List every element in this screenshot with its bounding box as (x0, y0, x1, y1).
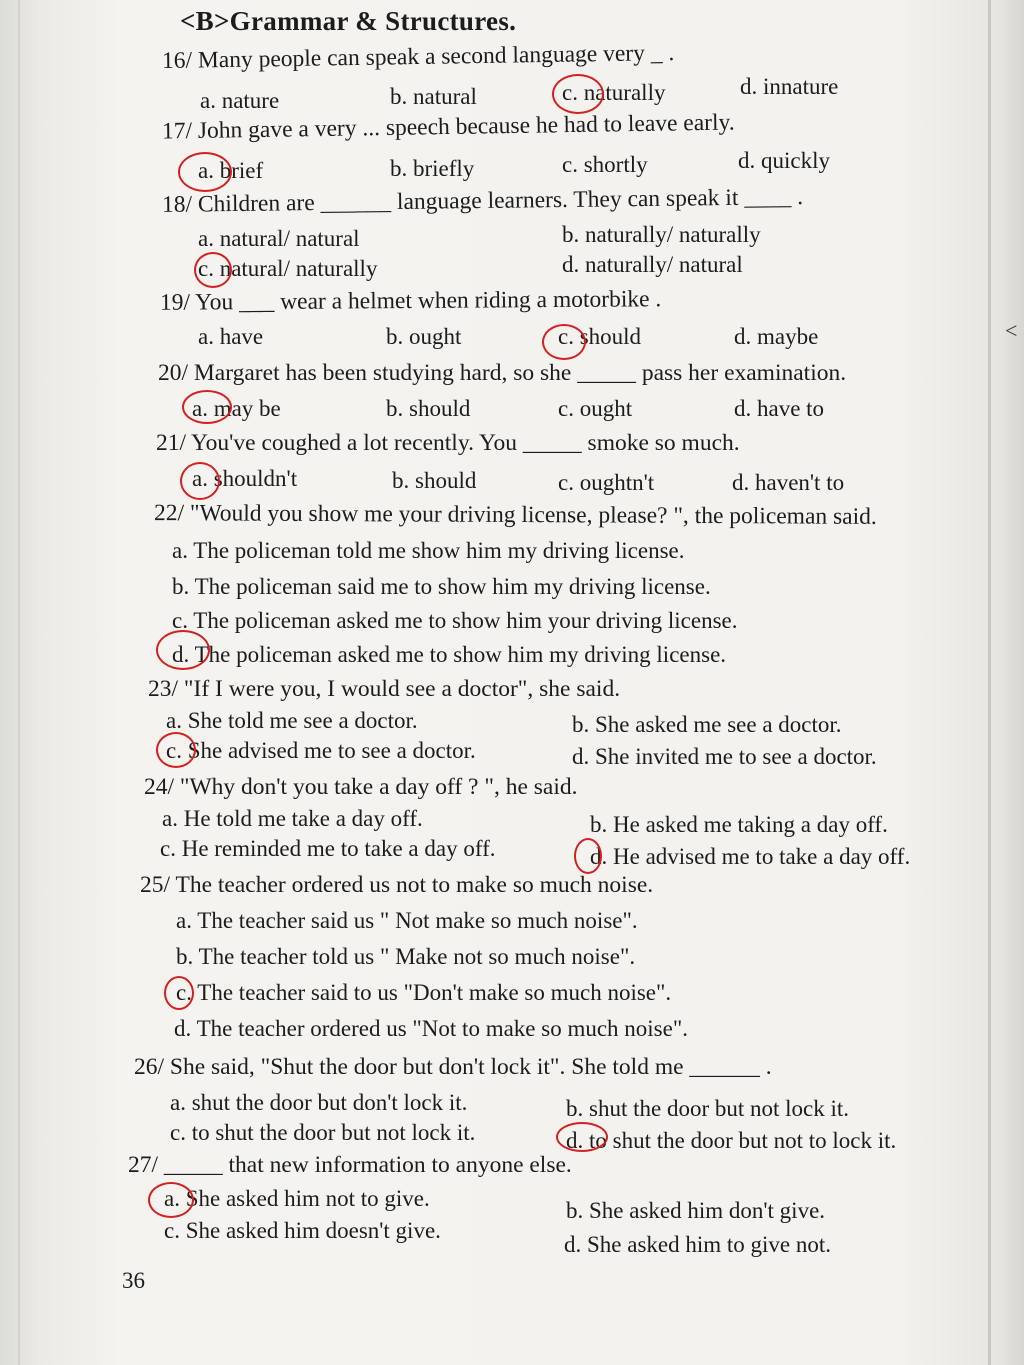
q19-option-b: b. ought (386, 324, 462, 349)
q25-option-a: a. The teacher said us " Not make so much noise". (176, 908, 638, 933)
q26-option-d: d. to shut the door but not to lock it. (566, 1128, 897, 1153)
section-heading: <B>Grammar & Structures. (180, 6, 517, 36)
q25-option-d: d. The teacher ordered us "Not to make so much noise". (174, 1016, 688, 1041)
answer-circle-17 (178, 152, 232, 192)
answer-circle-20 (182, 390, 232, 424)
q19-option-a: a. have (198, 324, 264, 349)
q22-option-a: a. The policeman told me show him my driving license. (172, 538, 685, 563)
question-16: 16/ Many people can speak a second language very _ . (161, 39, 675, 75)
q25-option-c: c. The teacher said to us "Don't make so much noise". (176, 980, 672, 1005)
question-21: 21/ You've coughed a lot recently. You _____ smoke so much. (156, 430, 740, 456)
q22-option-c: c. The policeman asked me to show him your driving license. (172, 608, 738, 633)
q27-option-a: a. She asked him not to give. (164, 1186, 430, 1211)
q24-option-d: d. He advised me to take a day off. (590, 844, 911, 869)
question-22: 22/ "Would you show me your driving license, please? ", the policeman said. (153, 500, 877, 530)
q22-option-b: b. The policeman said me to show him my driving license. (172, 574, 711, 599)
page-number: 36 (122, 1268, 145, 1293)
q24-option-a: a. He told me take a day off. (162, 806, 423, 831)
q17-option-c: c. shortly (562, 152, 648, 177)
q22-option-d: d. The policeman asked me to show him my driving license. (172, 642, 727, 667)
q18-option-a: a. natural/ natural (198, 226, 360, 251)
q27-option-b: b. She asked him don't give. (566, 1198, 826, 1223)
page-fold (18, 0, 20, 1365)
q23-option-a: a. She told me see a doctor. (166, 708, 418, 733)
q23-option-c: c. She advised me to see a doctor. (166, 738, 476, 763)
q24-option-c: c. He reminded me to take a day off. (160, 836, 496, 861)
answer-circle-23 (156, 732, 196, 768)
question-24: 24/ "Why don't you take a day off ? ", he said. (144, 774, 578, 800)
q19-option-d: d. maybe (734, 324, 819, 349)
q21-option-c: c. oughtn't (558, 470, 655, 495)
answer-circle-21 (180, 462, 220, 500)
q26-option-b: b. shut the door but not lock it. (566, 1096, 850, 1121)
q20-option-b: b. should (386, 396, 471, 421)
q16-option-a: a. nature (200, 88, 280, 113)
question-25: 25/ The teacher ordered us not to make so much noise. (140, 872, 654, 898)
question-20: 20/ Margaret has been studying hard, so she _____ pass her examination. (158, 360, 847, 386)
answer-circle-22 (156, 630, 210, 670)
question-27: 27/ _____ that new information to anyone else. (128, 1152, 572, 1178)
q23-option-b: b. She asked me see a doctor. (572, 712, 842, 737)
q17-option-b: b. briefly (390, 156, 475, 181)
q16-option-c: c. naturally (562, 80, 666, 105)
question-23: 23/ "If I were you, I would see a doctor", she said. (148, 676, 621, 702)
answer-circle-25 (164, 976, 194, 1010)
q26-option-c: c. to shut the door but not lock it. (170, 1120, 476, 1145)
question-18: 18/ Children are ______ language learners. They can speak it ____ . (161, 184, 804, 218)
q16-option-d: d. innature (740, 74, 839, 99)
q20-option-a: a. may be (192, 396, 281, 421)
page-edge (988, 0, 991, 1365)
answer-circle-16 (552, 74, 604, 114)
q21-option-d: d. haven't to (732, 470, 845, 495)
q17-option-d: d. quickly (738, 148, 830, 173)
answer-circle-26 (556, 1122, 608, 1152)
q18-option-d: d. naturally/ natural (562, 252, 743, 277)
q20-option-c: c. ought (558, 396, 633, 421)
q21-option-a: a. shouldn't (192, 466, 298, 491)
q19-option-c: c. should (558, 324, 642, 349)
q21-option-b: b. should (392, 468, 477, 493)
answer-circle-24 (574, 838, 602, 874)
q23-option-d: d. She invited me to see a doctor. (572, 744, 877, 769)
margin-mark: < (1005, 318, 1018, 343)
q18-option-c: c. natural/ naturally (198, 256, 378, 281)
answer-circle-18 (194, 252, 232, 288)
q27-option-d: d. She asked him to give not. (564, 1232, 832, 1257)
q27-option-c: c. She asked him doesn't give. (164, 1218, 441, 1243)
q18-option-b: b. naturally/ naturally (562, 222, 761, 247)
q26-option-a: a. shut the door but don't lock it. (170, 1090, 468, 1115)
q17-option-a: a. brief (198, 158, 264, 183)
q16-option-b: b. natural (390, 84, 477, 109)
answer-circle-19 (542, 324, 586, 360)
question-19: 19/ You ___ wear a helmet when riding a motorbike . (159, 286, 662, 316)
q20-option-d: d. have to (734, 396, 825, 421)
q25-option-b: b. The teacher told us " Make not so much noise". (176, 944, 636, 969)
q24-option-b: b. He asked me taking a day off. (590, 812, 888, 837)
question-17: 17/ John gave a very ... speech because he had to leave early. (161, 109, 735, 145)
question-26: 26/ She said, "Shut the door but don't lock it". She told me ______ . (134, 1054, 772, 1080)
answer-circle-27 (148, 1182, 194, 1218)
